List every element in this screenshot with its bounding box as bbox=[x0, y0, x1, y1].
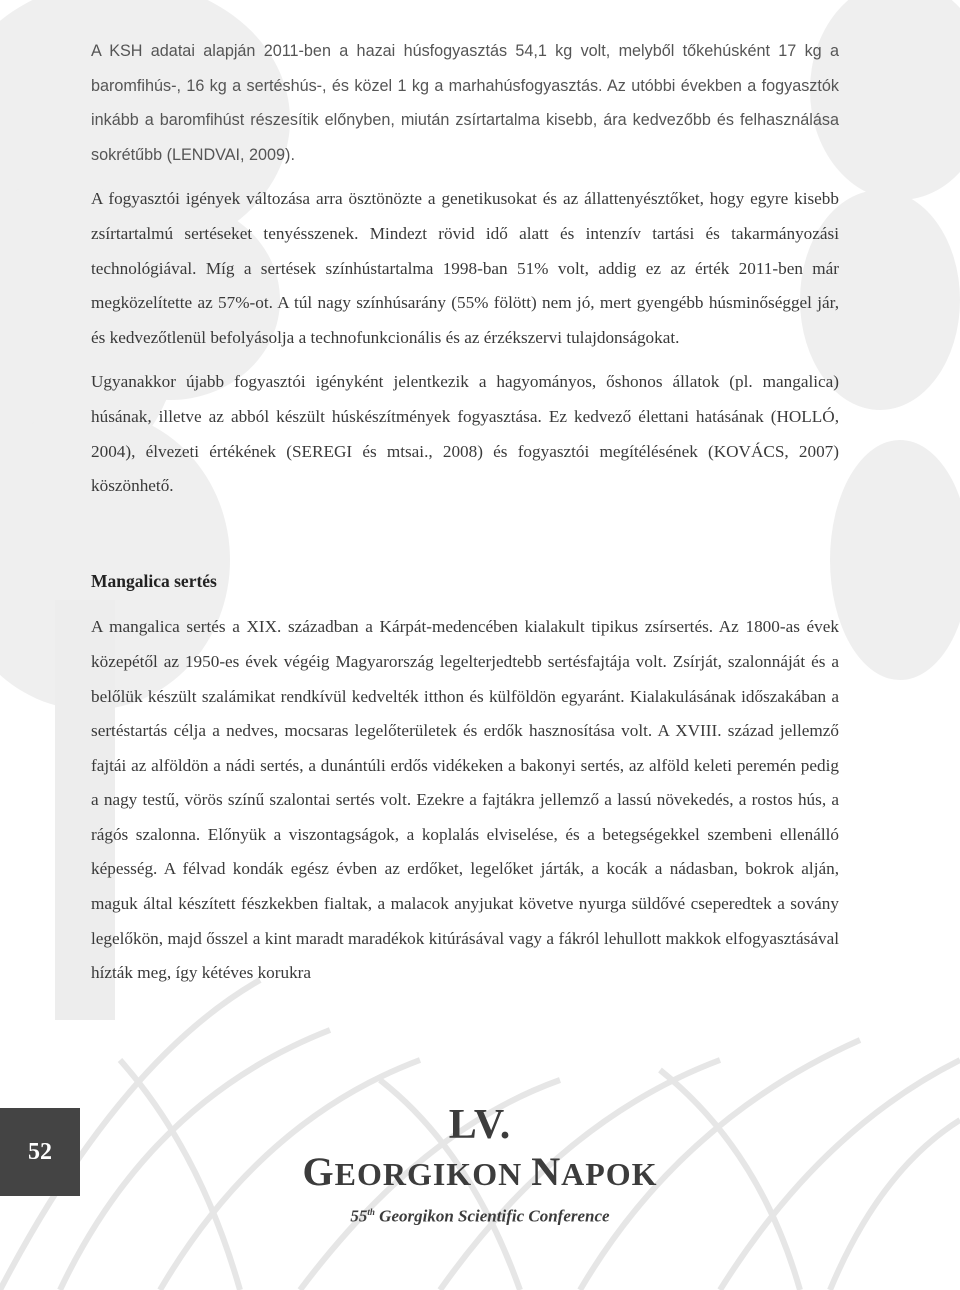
page-number-box bbox=[0, 1108, 80, 1196]
title-initial-n: N bbox=[531, 1149, 562, 1194]
document-body bbox=[91, 34, 839, 1001]
paragraph-1: A KSH adatai alapján 2011-ben a hazai húsfogyasztás 54,1 kg volt, melyből tőkehúsként 17 kg a baromfihús-, 16 kg a sertéshús-, és közel 1 kg a marhahúsfogyasztás. Az utóbbi években a fogyasztók inkább a baromfihúst részesítik előnyben, miután zsírtartalma kisebb, ára kedvezőbb és felhasználása sokrétűbb (LENDVAI, 2009). bbox=[91, 42, 839, 164]
paragraph-2: A fogyasztói igények változása arra ösztönözte a genetikusokat és az állattenyésztőket, hogy egyre kisebb zsírtartalmú sertéseket tenyésszenek. Mindezt rövid idő alatt és intenzív tartási és takarmányozási technológiával. Míg a sertések színhústartalma 1998-ban 51% volt, addig ez az érték 2011-ben már megközelítette az 57%-ot. A túl nagy színhúsarány (55% fölött) nem jó, mert gyengébb húsminőséggel jár, és kedvezőtlenül befolyásolja a technofunkcionális és az érzékszervi tulajdonságokat. bbox=[91, 189, 839, 347]
subtitle-ordinal: th bbox=[367, 1207, 375, 1217]
conference-title bbox=[280, 1150, 680, 1196]
title-initial-g: G bbox=[302, 1149, 335, 1194]
section-heading: Mangalica sertés bbox=[91, 570, 217, 591]
page-number: 52 bbox=[28, 1138, 52, 1165]
subtitle-text: Georgikon Scientific Conference bbox=[374, 1206, 610, 1226]
title-apok: APOK bbox=[561, 1156, 658, 1192]
conference-roman-numeral: LV. bbox=[448, 1102, 512, 1148]
conference-subtitle bbox=[280, 1196, 680, 1233]
section-paragraph: A mangalica sertés a XIX. században a Kárpát-medencében kialakult tipikus zsírsertés. Az 1800-as évek közepétől az 1950-es évek végéig Magyarország legelterjedtebb sertésfajtája volt. Zsírját, szalonnáját és a belőlük készült szalámikat rendkívül kedvelték itthon és külföldön egyaránt. Kialakulásának időszakában a sertéstartás célja a nedves, mocsaras legelőterületek és erdők hasznosítása volt. A XVIII. század jellemző fajtái az alföldön a nádi sertés, a dunántúli erdős vidékeken a bakonyi sertés, az alföld keleti peremén pedig a nagy testű, vörös színű szalontai sertés volt. Ezekre a fajtákra jellemző a lassú növekedés, a rostos hús, a rágós szalonna. Előnyük a viszontagságok, a koplalás elviselése, és a betegségekkel szembeni ellenálló képesség. A félvad kondák egész évben az erdőket, legelőket járták, a kocák a nádasban, bokrok alján, maguk által készített fészkekben fialtak, a malacok anyjukat követve nyurga süldővé cseperedtek a sovány legelőkön, majd ősszel a kint maradt maradékok kitúrásával vagy a fákról lehullott makkok elfogyasztásával hízták meg, így kétéves korukra bbox=[91, 617, 839, 983]
conference-footer bbox=[280, 1100, 680, 1233]
paragraph-3: Ugyanakkor újabb fogyasztói igényként jelentkezik a hagyományos, őshonos állatok (pl. mangalica) húsának, illetve az abból készült húskészítmények fogyasztása. Ez kedvező élettani hatásának (HOLLÓ, 2004), élvezeti értékének (SEREGI és mtsai., 2008) és fogyasztói megítélésének (KOVÁCS, 2007) köszönhető. bbox=[91, 372, 839, 496]
title-eorgikon: EORGIKON bbox=[334, 1156, 523, 1192]
subtitle-number: 55 bbox=[350, 1206, 368, 1226]
